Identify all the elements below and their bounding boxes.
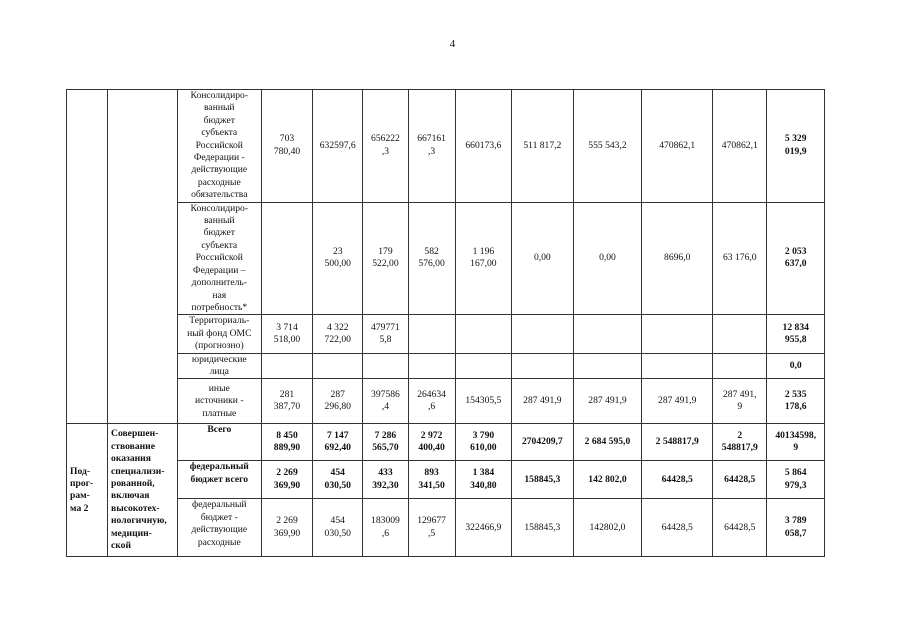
value-cell [642,315,713,353]
value-cell: 1 196 167,00 [455,202,511,315]
value-cell: 454 030,50 [313,499,363,557]
total-cell: 12 834 955,8 [767,315,825,353]
value-cell: 2 972 400,40 [408,424,455,461]
value-cell: 64428,5 [713,461,767,499]
value-cell: 287 491,9 [512,379,574,424]
value-cell: 4 322 722,00 [313,315,363,353]
table-row [67,424,825,461]
table-row [67,379,825,424]
value-cell: 64428,5 [642,461,713,499]
value-cell: 2704209,7 [512,424,574,461]
value-cell: 2 548817,9 [713,424,767,461]
value-cell: 470862,1 [713,90,767,203]
value-cell: 2 269 369,90 [261,461,312,499]
value-cell: 397586 ,4 [363,379,408,424]
total-cell: 3 789 058,7 [767,499,825,557]
program-cell-empty [67,90,108,424]
source-label: федеральный бюджет всего [177,461,261,499]
value-cell: 2 269 369,90 [261,499,312,557]
source-label: юридические лица [177,353,261,379]
total-cell: 40134598, 9 [767,424,825,461]
value-cell: 287 296,80 [313,379,363,424]
value-cell: 582 576,00 [408,202,455,315]
value-cell: 1 384 340,80 [455,461,511,499]
value-cell: 660173,6 [455,90,511,203]
subprogram-cell-empty [108,90,178,424]
value-cell: 8696,0 [642,202,713,315]
source-label: Консолидиро- ванный бюджет субъекта Российской Федерации – дополнитель- ная потребность* [177,202,261,315]
value-cell [642,353,713,379]
value-cell: 142802,0 [573,499,642,557]
value-cell: 703 780,40 [261,90,312,203]
value-cell [573,353,642,379]
total-cell: 5 864 979,3 [767,461,825,499]
value-cell: 287 491, 9 [713,379,767,424]
value-cell: 129677 ,5 [408,499,455,557]
value-cell [713,353,767,379]
value-cell: 656222 ,3 [363,90,408,203]
value-cell: 2 684 595,0 [573,424,642,461]
value-cell: 64428,5 [642,499,713,557]
value-cell [408,315,455,353]
page-number: 4 [449,38,456,50]
value-cell [713,315,767,353]
value-cell: 479771 5,8 [363,315,408,353]
value-cell: 264634 ,6 [408,379,455,424]
table-row [67,202,825,315]
value-cell: 511 817,2 [512,90,574,203]
value-cell [261,202,312,315]
source-label: федеральный бюджет - действующие расходные [177,499,261,557]
total-cell: 0,0 [767,353,825,379]
value-cell: 23 500,00 [313,202,363,315]
value-cell: 322466,9 [455,499,511,557]
value-cell: 3 714 518,00 [261,315,312,353]
value-cell [512,315,574,353]
value-cell: 158845,3 [512,461,574,499]
value-cell: 142 802,0 [573,461,642,499]
value-cell: 667161 ,3 [408,90,455,203]
value-cell: 0,00 [512,202,574,315]
value-cell: 433 392,30 [363,461,408,499]
value-cell: 158845,3 [512,499,574,557]
value-cell [408,353,455,379]
source-label: Консолидиро- ванный бюджет субъекта Российской Федерации - действующие расходные обязательства [177,90,261,203]
value-cell [363,353,408,379]
program-label: Под- прог- рам- ма 2 [67,424,108,557]
total-cell: 2 535 178,6 [767,379,825,424]
value-cell: 8 450 889,90 [261,424,312,461]
subprogram-name: Совершен- ствование оказания специализи- рованной, включая высокотех- нологичную, медицин- ской [108,424,178,557]
value-cell [261,353,312,379]
value-cell: 7 286 565,70 [363,424,408,461]
value-cell: 0,00 [573,202,642,315]
value-cell: 183009 ,6 [363,499,408,557]
value-cell: 179 522,00 [363,202,408,315]
value-cell: 287 491,9 [573,379,642,424]
table-row [67,461,825,499]
total-cell: 2 053 637,0 [767,202,825,315]
value-cell [313,353,363,379]
value-cell [455,353,511,379]
value-cell: 893 341,50 [408,461,455,499]
value-cell: 281 387,70 [261,379,312,424]
total-cell: 5 329 019,9 [767,90,825,203]
table-row [67,90,825,203]
source-label: иные источники - платные [177,379,261,424]
source-label: Всего [177,424,261,461]
table-row [67,499,825,557]
value-cell: 154305,5 [455,379,511,424]
table-row [67,353,825,379]
value-cell [512,353,574,379]
value-cell: 64428,5 [713,499,767,557]
value-cell: 2 548817,9 [642,424,713,461]
source-label: Территориаль- ный фонд ОМС (прогнозно) [177,315,261,353]
value-cell: 7 147 692,40 [313,424,363,461]
value-cell: 470862,1 [642,90,713,203]
value-cell [455,315,511,353]
value-cell: 555 543,2 [573,90,642,203]
value-cell: 632597,6 [313,90,363,203]
value-cell [573,315,642,353]
value-cell: 287 491,9 [642,379,713,424]
value-cell: 63 176,0 [713,202,767,315]
value-cell: 3 790 610,00 [455,424,511,461]
value-cell: 454 030,50 [313,461,363,499]
table-row [67,315,825,353]
budget-table [66,89,825,557]
